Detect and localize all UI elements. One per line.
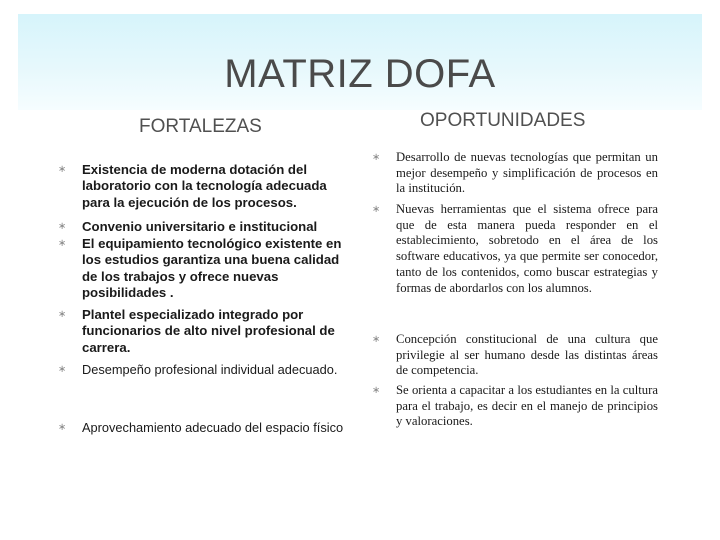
- fortaleza-text: Existencia de moderna dotación del laboratorio con la tecnología adecuada para la ejecución de los procesos.: [82, 162, 327, 210]
- bullet-icon: ∗: [58, 364, 67, 375]
- oportunidades-heading: OPORTUNIDADES: [420, 110, 586, 131]
- fortaleza-text: Convenio universitario e institucional: [82, 219, 318, 234]
- bullet-icon: ∗: [372, 204, 381, 215]
- oportunidad-text: Concepción constitucional de una cultura que privilegie al ser humano desde las distintas áreas de competencia.: [396, 332, 658, 378]
- oportunidad-text: Se orienta a capacitar a los estudiantes en la cultura para el trabajo, es decir en el manejo de principios y valoraciones.: [396, 383, 658, 429]
- bullet-icon: ∗: [58, 422, 67, 433]
- slide-title: MATRIZ DOFA: [224, 52, 496, 96]
- bullet-icon: ∗: [372, 385, 381, 396]
- bullet-icon: ∗: [372, 152, 381, 163]
- bullet-icon: ∗: [372, 334, 381, 345]
- fortalezas-heading: FORTALEZAS: [139, 116, 262, 137]
- bullet-icon: ∗: [58, 221, 67, 232]
- bullet-icon: ∗: [58, 309, 67, 320]
- fortaleza-text: Plantel especializado integrado por funcionarios de alto nivel profesional de carrera.: [82, 307, 335, 355]
- oportunidad-text: Desarrollo de nuevas tecnologías que permitan un mejor desempeño y simplificación de procesos en la institución.: [396, 150, 658, 196]
- fortaleza-text: Desempeño profesional individual adecuado.: [82, 362, 338, 377]
- oportunidad-text: Nuevas herramientas que el sistema ofrece para que de esta manera pueda responder en el establecimiento, sobretodo en el área de los software educativos, ya que permite ser conocedor, tanto de los contenidos, como buscar estrategias y formas de abordarlos con los alumnos.: [396, 202, 658, 295]
- bullet-icon: ∗: [58, 238, 67, 249]
- fortaleza-text: Aprovechamiento adecuado del espacio físico: [82, 420, 344, 435]
- bullet-icon: ∗: [58, 164, 67, 175]
- fortaleza-text: El equipamiento tecnológico existente en los estudios garantiza una buena calidad de los trabajos y ofrece nuevas posibilidades .: [82, 236, 342, 301]
